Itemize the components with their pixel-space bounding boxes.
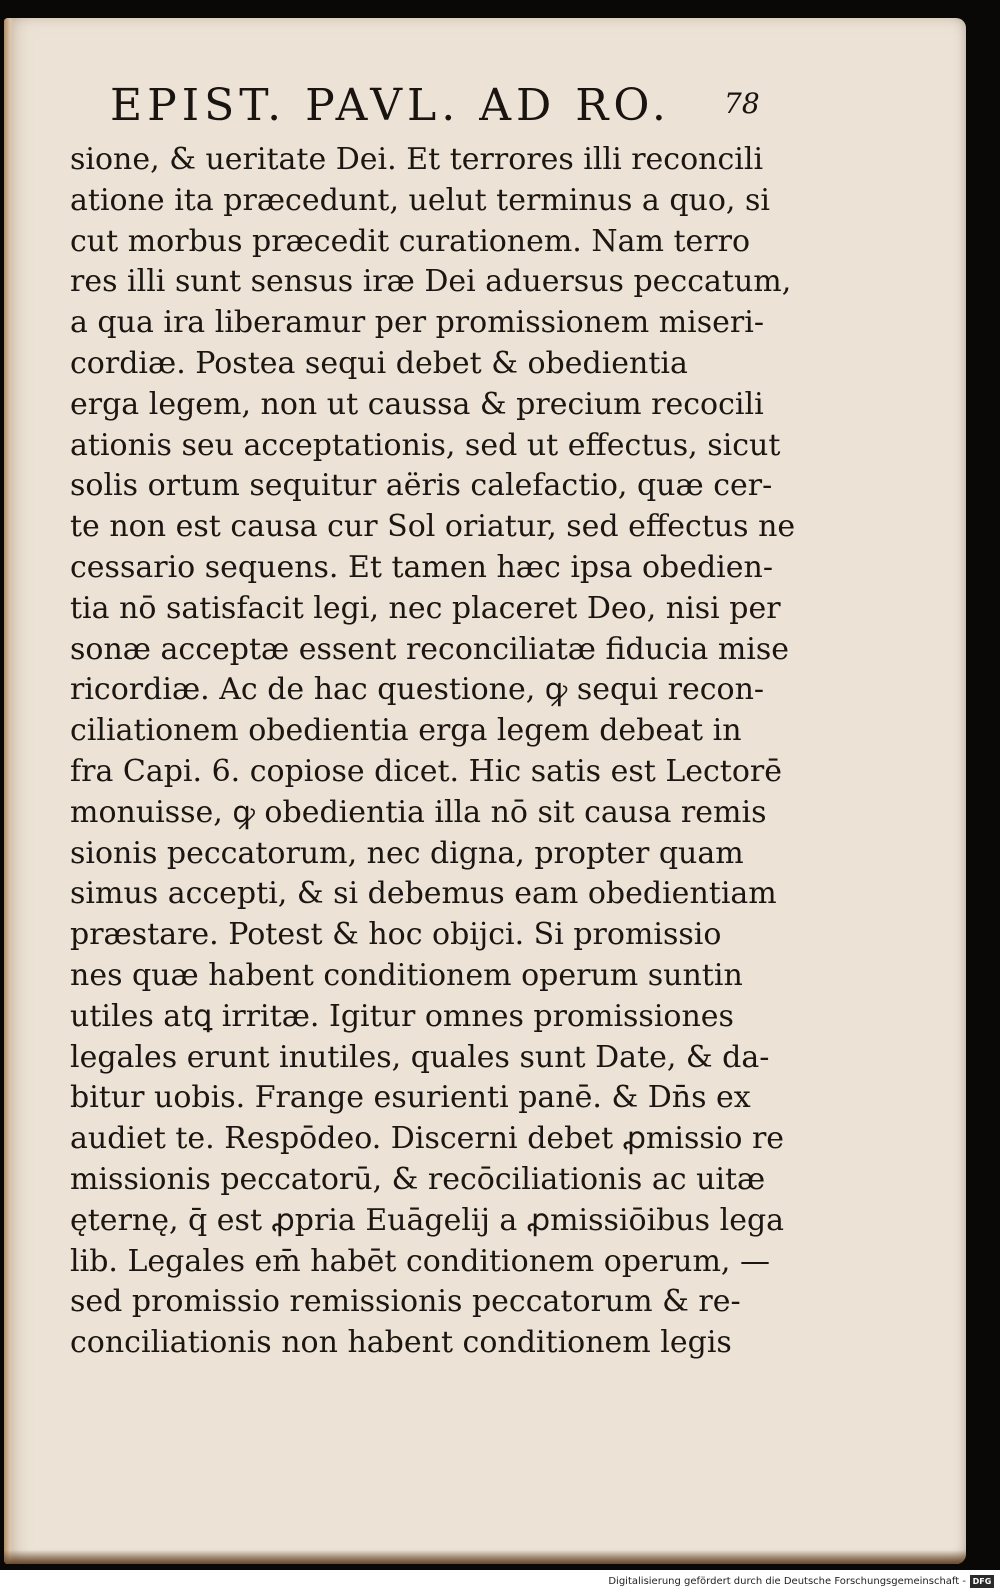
text-line: audiet te. Respōdeo. Discerni debet ꝓmissio re — [70, 1121, 785, 1157]
text-line: missionis peccatorū, & recōciliationis ac uitæ — [70, 1161, 766, 1197]
text-line: simus accepti, & si debemus eam obedientiam — [70, 876, 777, 912]
text-line: lib. Legales em̄ habēt conditionem operum, — — [70, 1243, 770, 1279]
text-line: tia nō satisfacit legi, nec placeret Deo, nisi per — [70, 590, 781, 626]
text-line: sione, & ueritate Dei. Et terrores illi reconcili — [70, 142, 764, 177]
dfg-logo: DFG — [970, 1575, 994, 1588]
text-line: nes quæ habent conditionem operum suntin — [70, 957, 743, 993]
footer-bar — [0, 1570, 1000, 1594]
text-line: ęternę, q̄ est ꝓpria Euāgelij a ꝓmissiōibus lega — [70, 1202, 785, 1238]
text-line: ationis seu acceptationis, sed ut effectus, sicut — [70, 427, 781, 463]
running-head: EPIST. PAVL. AD RO. — [110, 80, 671, 131]
text-line: res illi sunt sensus iræ Dei aduersus peccatum, — [70, 264, 792, 300]
text-line: fra Capi. 6. copiose dicet. Hic satis est Lectorē — [70, 753, 783, 789]
text-block — [70, 140, 830, 1364]
text-line: cut morbus præcedit curationem. Nam terro — [70, 223, 751, 259]
text-line: cordiæ. Postea sequi debet & obedientia — [70, 345, 688, 381]
text-line: ciliationem obedientia erga legem debeat in — [70, 713, 742, 749]
text-line: ricordiæ. Ac de hac questione, ꝙ sequi recon- — [70, 672, 765, 708]
text-line: solis ortum sequitur aëris calefactio, quæ cer- — [70, 468, 773, 504]
text-line: a qua ira liberamur per promissionem miseri- — [70, 305, 764, 341]
page-leaf — [4, 18, 966, 1564]
text-line: sionis peccatorum, nec digna, propter quam — [70, 835, 744, 871]
text-line: utiles atꝗ irritæ. Igitur omnes promissiones — [70, 998, 734, 1034]
text-line: atione ita præcedunt, uelut terminus a quo, si — [70, 182, 770, 218]
text-line: sonæ acceptæ essent reconciliatæ fiducia mise — [70, 631, 790, 667]
page-gutter-shadow — [4, 18, 14, 1564]
page-bottom-edge — [4, 1550, 966, 1564]
text-line: erga legem, non ut caussa & precium recocili — [70, 386, 764, 422]
digitization-credit: Digitalisierung gefördert durch die Deutsche Forschungsgemeinschaft - — [608, 1576, 966, 1587]
text-line: monuisse, ꝙ obedientia illa nō sit causa remis — [70, 794, 767, 830]
text-line: sed promissio remissionis peccatorum & re- — [70, 1284, 741, 1320]
text-line: bitur uobis. Frange esurienti panē. & Dn̄s ex — [70, 1080, 751, 1116]
text-line: præstare. Potest & hoc obijci. Si promissio — [70, 917, 722, 953]
text-line: legales erunt inutiles, quales sunt Date, & da- — [70, 1039, 770, 1075]
text-line: cessario sequens. Et tamen hæc ipsa obedien- — [70, 549, 773, 585]
folio-number: 78 — [724, 87, 760, 120]
text-line: te non est causa cur Sol oriatur, sed effectus ne — [70, 509, 796, 545]
text-line: conciliationis non habent conditionem legis — [70, 1325, 732, 1361]
